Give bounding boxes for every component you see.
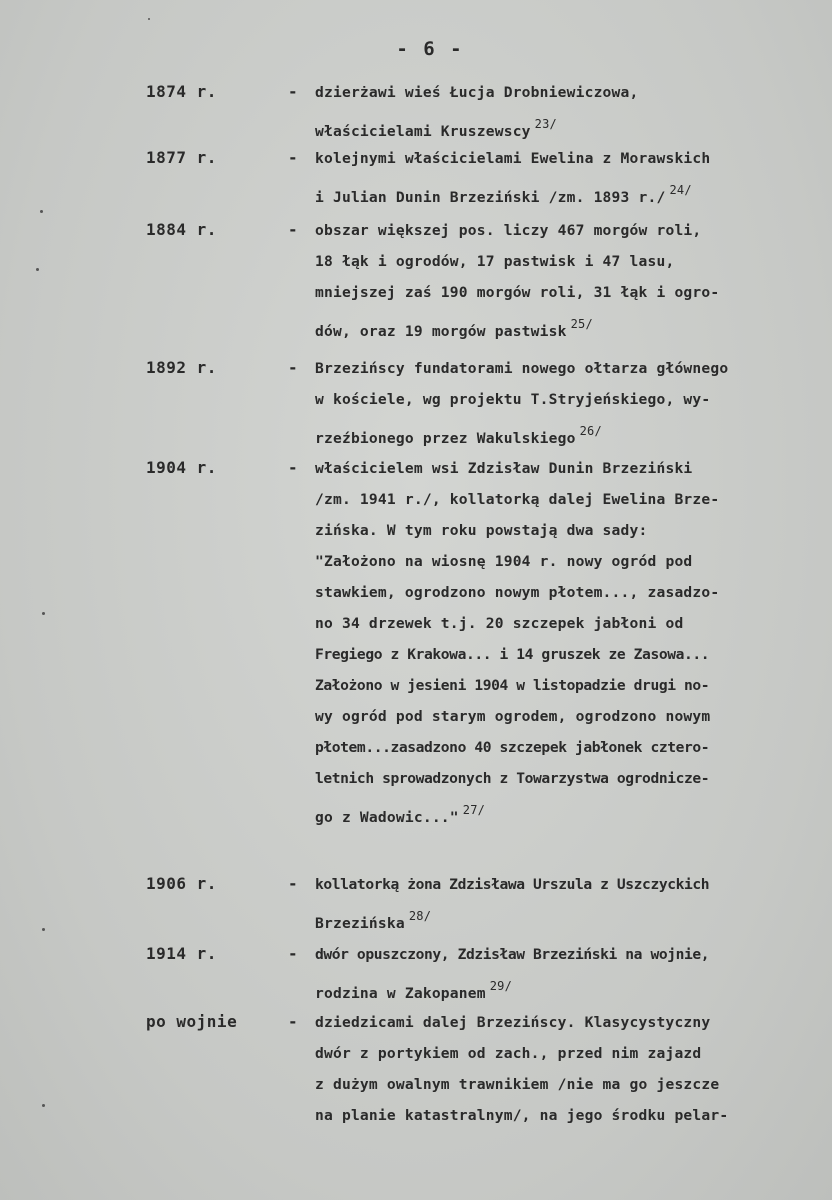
entry-date: 1892 r. bbox=[146, 358, 217, 377]
text-line bbox=[315, 551, 815, 582]
text-line bbox=[315, 179, 815, 210]
scan-speck bbox=[40, 210, 43, 213]
line-text: obszar większej pos. liczy 467 morgów roli, bbox=[315, 222, 702, 239]
line-text: mniejszej zaś 190 morgów roli, 31 łąk i ogro- bbox=[315, 284, 720, 301]
text-line bbox=[315, 613, 815, 644]
line-text: "Założono na wiosnę 1904 r. nowy ogród pod bbox=[315, 553, 693, 570]
line-text: zińska. W tym roku powstają dwa sady: bbox=[315, 522, 648, 539]
scan-speck bbox=[36, 268, 39, 271]
line-text: z dużym owalnym trawnikiem /nie ma go jeszcze bbox=[315, 1076, 720, 1093]
entry-text bbox=[315, 358, 815, 451]
entry-dash: - bbox=[288, 358, 298, 377]
line-text: właścicielami Kruszewscy bbox=[315, 123, 531, 140]
footnote-ref: 26/ bbox=[579, 424, 602, 438]
scan-speck bbox=[42, 928, 45, 931]
text-line bbox=[315, 582, 815, 613]
text-line bbox=[315, 1074, 815, 1105]
line-text: właścicielem wsi Zdzisław Dunin Brzeziński bbox=[315, 460, 693, 477]
entry-dash: - bbox=[288, 458, 298, 477]
entry-date: 1904 r. bbox=[146, 458, 217, 477]
line-text: dziedzicami dalej Brzezińscy. Klasycystyczny bbox=[315, 1014, 711, 1031]
text-line bbox=[315, 905, 815, 936]
line-text: i Julian Dunin Brzeziński /zm. 1893 r./ bbox=[315, 189, 666, 206]
entry-text bbox=[315, 148, 815, 210]
line-text: /zm. 1941 r./, kollatorką dalej Ewelina Brze- bbox=[315, 491, 720, 508]
text-line bbox=[315, 944, 815, 975]
footnote-ref: 25/ bbox=[570, 317, 593, 331]
line-text: kolejnymi właścicielami Ewelina z Morawskich bbox=[315, 150, 711, 167]
entry-text bbox=[315, 82, 815, 144]
entry-text bbox=[315, 874, 815, 936]
entry-dash: - bbox=[288, 148, 298, 167]
scan-speck bbox=[42, 612, 45, 615]
entry-dash: - bbox=[288, 874, 298, 893]
scan-speck bbox=[148, 18, 150, 20]
line-text: dzierżawi wieś Łucja Drobniewiczowa, bbox=[315, 84, 639, 101]
entry-text bbox=[315, 944, 815, 1006]
entry-dash: - bbox=[288, 220, 298, 239]
text-line bbox=[315, 389, 815, 420]
entry-date: 1914 r. bbox=[146, 944, 217, 963]
line-text: go z Wadowic..." bbox=[315, 809, 459, 826]
entry-text bbox=[315, 1012, 815, 1136]
line-text: dwór z portykiem od zach., przed nim zajazd bbox=[315, 1045, 702, 1062]
entry-date: 1877 r. bbox=[146, 148, 217, 167]
footnote-ref: 23/ bbox=[534, 117, 557, 131]
text-line bbox=[315, 458, 815, 489]
text-line bbox=[315, 113, 815, 144]
line-text: dów, oraz 19 morgów pastwisk bbox=[315, 323, 567, 340]
footnote-ref: 29/ bbox=[489, 979, 513, 993]
entry-dash: - bbox=[288, 82, 298, 101]
text-line bbox=[315, 874, 815, 905]
entry-date: 1884 r. bbox=[146, 220, 217, 239]
line-text: letnich sprowadzonych z Towarzystwa ogrodnicze- bbox=[315, 770, 710, 787]
text-line bbox=[315, 251, 815, 282]
footnote-ref: 28/ bbox=[408, 909, 432, 923]
line-text: Brzezińska bbox=[315, 915, 405, 932]
line-text: płotem...zasadzono 40 szczepek jabłonek cztero- bbox=[315, 739, 710, 756]
line-text: Brzezińscy fundatorami nowego ołtarza głównego bbox=[315, 360, 729, 377]
line-text: kollatorką żona Zdzisława Urszula z Uszczyckich bbox=[315, 876, 710, 893]
entry-date: 1874 r. bbox=[146, 82, 217, 101]
line-text: na planie katastralnym/, na jego środku pelar- bbox=[315, 1107, 729, 1124]
text-line bbox=[315, 220, 815, 251]
entry-text bbox=[315, 458, 815, 830]
text-line bbox=[315, 520, 815, 551]
text-line bbox=[315, 1043, 815, 1074]
line-text: 18 łąk i ogrodów, 17 pastwisk i 47 lasu, bbox=[315, 253, 675, 270]
line-text: Fregiego z Krakowa... i 14 gruszek ze Zasowa... bbox=[315, 646, 710, 663]
footnote-ref: 27/ bbox=[462, 803, 486, 817]
entry-text bbox=[315, 220, 815, 344]
text-line bbox=[315, 489, 815, 520]
text-line bbox=[315, 313, 815, 344]
text-line bbox=[315, 358, 815, 389]
text-line bbox=[315, 82, 815, 113]
entry-date: 1906 r. bbox=[146, 874, 217, 893]
text-line bbox=[315, 737, 815, 768]
text-line bbox=[315, 420, 815, 451]
line-text: Założono w jesieni 1904 w listopadzie drugi no- bbox=[315, 677, 710, 694]
page-number: - 6 - bbox=[396, 38, 464, 60]
text-line bbox=[315, 975, 815, 1006]
text-line bbox=[315, 675, 815, 706]
line-text: dwór opuszczony, Zdzisław Brzeziński na wojnie, bbox=[315, 946, 710, 963]
entry-dash: - bbox=[288, 1012, 298, 1031]
text-line bbox=[315, 1105, 815, 1136]
line-text: no 34 drzewek t.j. 20 szczepek jabłoni od bbox=[315, 615, 684, 632]
entry-dash: - bbox=[288, 944, 298, 963]
text-line bbox=[315, 768, 815, 799]
footnote-ref: 24/ bbox=[669, 183, 692, 197]
text-line bbox=[315, 1012, 815, 1043]
entry-date: po wojnie bbox=[146, 1012, 238, 1031]
scan-speck bbox=[42, 1104, 45, 1107]
line-text: rzeźbionego przez Wakulskiego bbox=[315, 430, 576, 447]
text-line bbox=[315, 148, 815, 179]
text-line bbox=[315, 644, 815, 675]
line-text: stawkiem, ogrodzono nowym płotem..., zasadzo- bbox=[315, 584, 720, 601]
line-text: w kościele, wg projektu T.Stryjeńskiego, wy- bbox=[315, 391, 711, 408]
line-text: rodzina w Zakopanem bbox=[315, 985, 486, 1002]
line-text: wy ogród pod starym ogrodem, ogrodzono nowym bbox=[315, 708, 711, 725]
text-line bbox=[315, 706, 815, 737]
text-line bbox=[315, 799, 815, 830]
text-line bbox=[315, 282, 815, 313]
